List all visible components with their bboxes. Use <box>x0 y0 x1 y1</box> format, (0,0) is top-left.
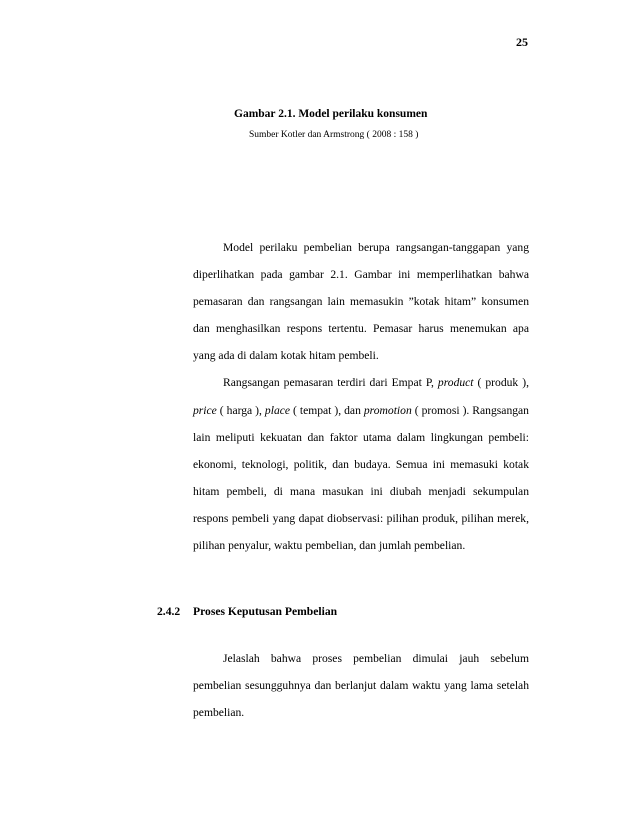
paragraph-2-text: ( tempat ), dan <box>290 403 364 417</box>
term-place: place <box>264 403 291 417</box>
body-text-block <box>193 234 529 559</box>
paragraph-1: Model perilaku pembelian berupa rangsangan-tanggapan yang diperlihatkan pada gambar 2.1. Gambar ini memperlihatkan bahwa pemasaran dan rangsangan lain memasukin ”kotak hitam” konsumen dan menghasilkan respons tertentu. Pemasar harus menemukan apa yang ada di dalam kotak hitam pembeli. <box>193 241 529 363</box>
paragraph-3: Jelaslah bahwa proses pembelian dimulai jauh sebelum pembelian sesungguhnya dan berlanjut dalam waktu yang lama setelah pembelian. <box>193 652 529 720</box>
figure-caption-title: Gambar 2.1. Model perilaku konsumen <box>234 108 428 120</box>
paragraph-2-text: ( produk ), <box>473 376 529 390</box>
figure-caption-source: Sumber Kotler dan Armstrong ( 2008 : 158 ) <box>249 130 419 140</box>
body-text-block-2 <box>193 645 529 726</box>
section-number: 2.4.2 <box>157 605 181 618</box>
paragraph-2-text: ( promosi ). Rangsangan lain meliputi kekuatan dan faktor utama dalam lingkungan pembeli: ekonomi, teknologi, politik, dan budaya. Semua ini memasuki kotak hitam pembeli, di mana masukan ini diubah menjadi sekumpulan respons pembeli yang dapat diobservasi: pilihan produk, pilihan merek, pilihan penyalur, waktu pembelian, dan jumlah pembelian. <box>193 403 529 553</box>
page-number: 25 <box>516 35 528 49</box>
paragraph-2 <box>193 369 529 559</box>
paragraph-2-text: ( harga ), <box>216 403 265 417</box>
term-price: price <box>193 403 217 417</box>
paragraph-2-text: Rangsangan pemasaran terdiri dari Empat P, <box>223 376 438 390</box>
term-promotion: promotion <box>363 403 412 417</box>
term-product: product <box>437 376 474 390</box>
section-title: Proses Keputusan Pembelian <box>193 605 338 618</box>
section-heading <box>157 605 337 618</box>
